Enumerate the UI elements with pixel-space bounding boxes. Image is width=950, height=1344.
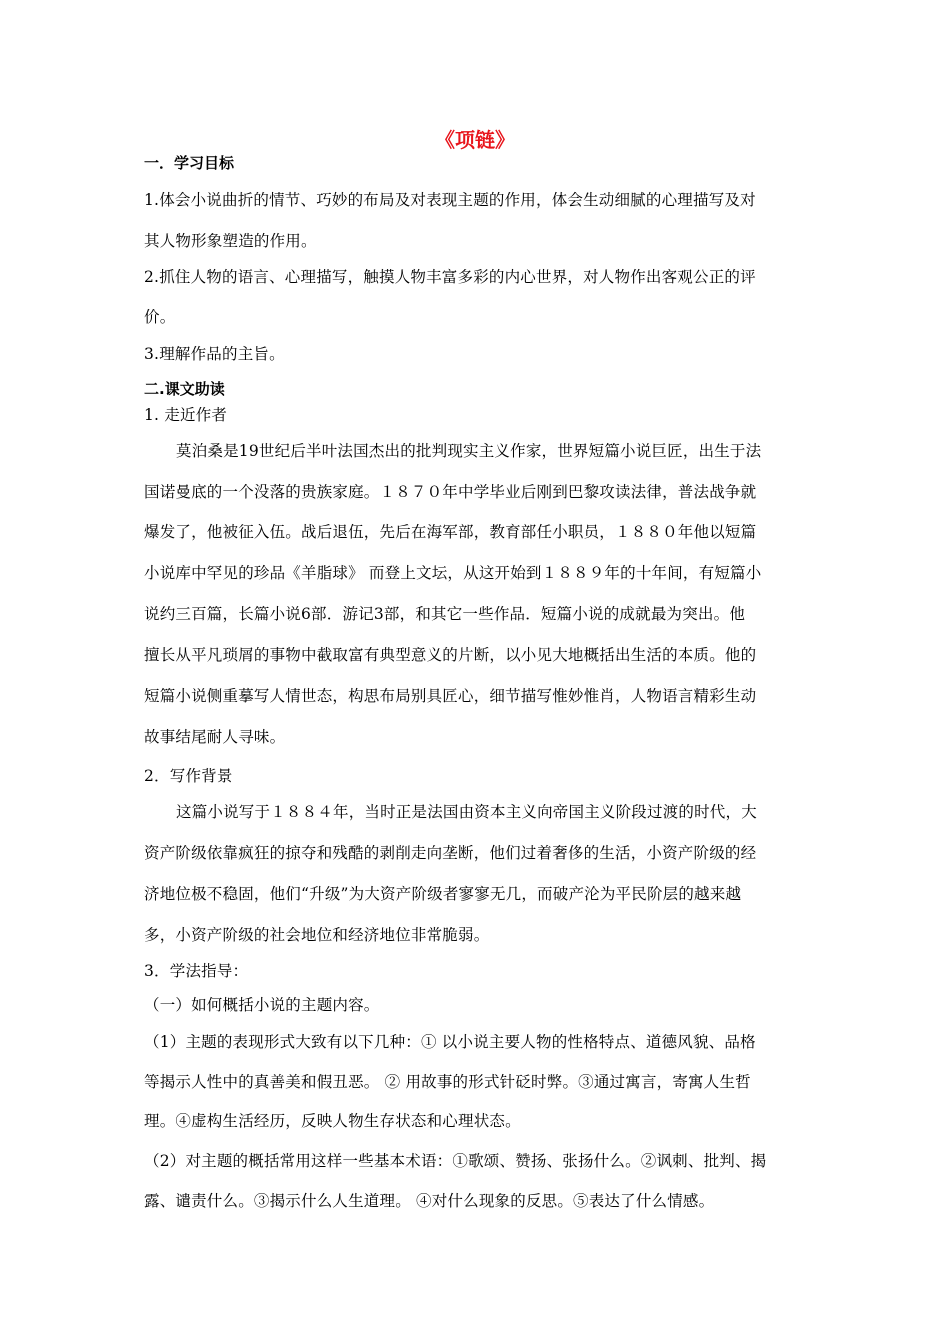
document-title: 《项链》 bbox=[435, 128, 515, 152]
goal-line: 3.理解作品的主旨。 bbox=[144, 345, 285, 363]
goal-line: 2.抓住人物的语言、心理描写，触摸人物丰富多彩的内心世界，对人物作出客观公正的评 bbox=[144, 268, 756, 286]
method-line: 理。④虚构生活经历，反映人物生存状态和心理状态。 bbox=[144, 1112, 521, 1130]
author-paragraph-line: 短篇小说侧重摹写人情世态，构思布局别具匠心，细节描写惟妙惟肖，人物语言精彩生动 bbox=[144, 687, 757, 705]
author-paragraph-line: 说约三百篇，长篇小说6部．游记3部，和其它一些作品．短篇小说的成就最为突出。他 bbox=[144, 605, 746, 623]
background-paragraph-line: 这篇小说写于１８８４年，当时正是法国由资本主义向帝国主义阶段过渡的时代，大 bbox=[176, 803, 757, 821]
author-paragraph-line: 莫泊桑是19世纪后半叶法国杰出的批判现实主义作家，世界短篇小说巨匠，出生于法 bbox=[176, 442, 762, 460]
goal-line: 其人物形象塑造的作用。 bbox=[144, 232, 317, 250]
goal-line: 价。 bbox=[144, 308, 176, 326]
author-paragraph-line: 国诺曼底的一个没落的贵族家庭。１８７０年中学毕业后刚到巴黎攻读法律，普法战争就 bbox=[144, 483, 757, 501]
method-line: 等揭示人性中的真善美和假丑恶。 ② 用故事的形式针砭时弊。③通过寓言，寄寓人生哲 bbox=[144, 1073, 751, 1091]
method-line: （2）对主题的概括常用这样一些基本术语：①歌颂、赞扬、张扬什么。②讽刺、批判、揭 bbox=[144, 1152, 767, 1170]
author-paragraph-line: 小说库中罕见的珍品《羊脂球》 而登上文坛，从这开始到１８８９年的十年间，有短篇小 bbox=[144, 564, 762, 582]
author-paragraph-line: 故事结尾耐人寻味。 bbox=[144, 728, 286, 746]
method-line: 露、谴责什么。③揭示什么人生道理。 ④对什么现象的反思。⑤表达了什么情感。 bbox=[144, 1192, 715, 1210]
author-paragraph-line: 擅长从平凡琐屑的事物中截取富有典型意义的片断，以小见大地概括出生活的本质。他的 bbox=[144, 646, 757, 664]
subheading-background: 2．写作背景 bbox=[144, 767, 233, 785]
section-heading-reading: 二.课文助读 bbox=[144, 380, 225, 398]
method-line: （一）如何概括小说的主题内容。 bbox=[144, 996, 380, 1014]
section-heading-goals: 一．学习目标 bbox=[144, 154, 235, 172]
goal-line: 1.体会小说曲折的情节、巧妙的布局及对表现主题的作用，体会生动细腻的心理描写及对 bbox=[144, 191, 756, 209]
subheading-method: 3．学法指导： bbox=[144, 962, 249, 980]
background-paragraph-line: 资产阶级依靠疯狂的掠夺和残酷的剥削走向垄断，他们过着奢侈的生活，小资产阶级的经 bbox=[144, 844, 757, 862]
background-paragraph-line: 济地位极不稳固，他们“升级”为大资产阶级者寥寥无几，而破产沦为平民阶层的越来越 bbox=[144, 885, 742, 903]
background-paragraph-line: 多，小资产阶级的社会地位和经济地位非常脆弱。 bbox=[144, 926, 490, 944]
subheading-author: 1. 走近作者 bbox=[144, 406, 228, 424]
author-paragraph-line: 爆发了，他被征入伍。战后退伍，先后在海军部，教育部任小职员，１８８０年他以短篇 bbox=[144, 523, 757, 541]
method-line: （1）主题的表现形式大致有以下几种：① 以小说主要人物的性格特点、道德风貌、品格 bbox=[144, 1033, 756, 1051]
